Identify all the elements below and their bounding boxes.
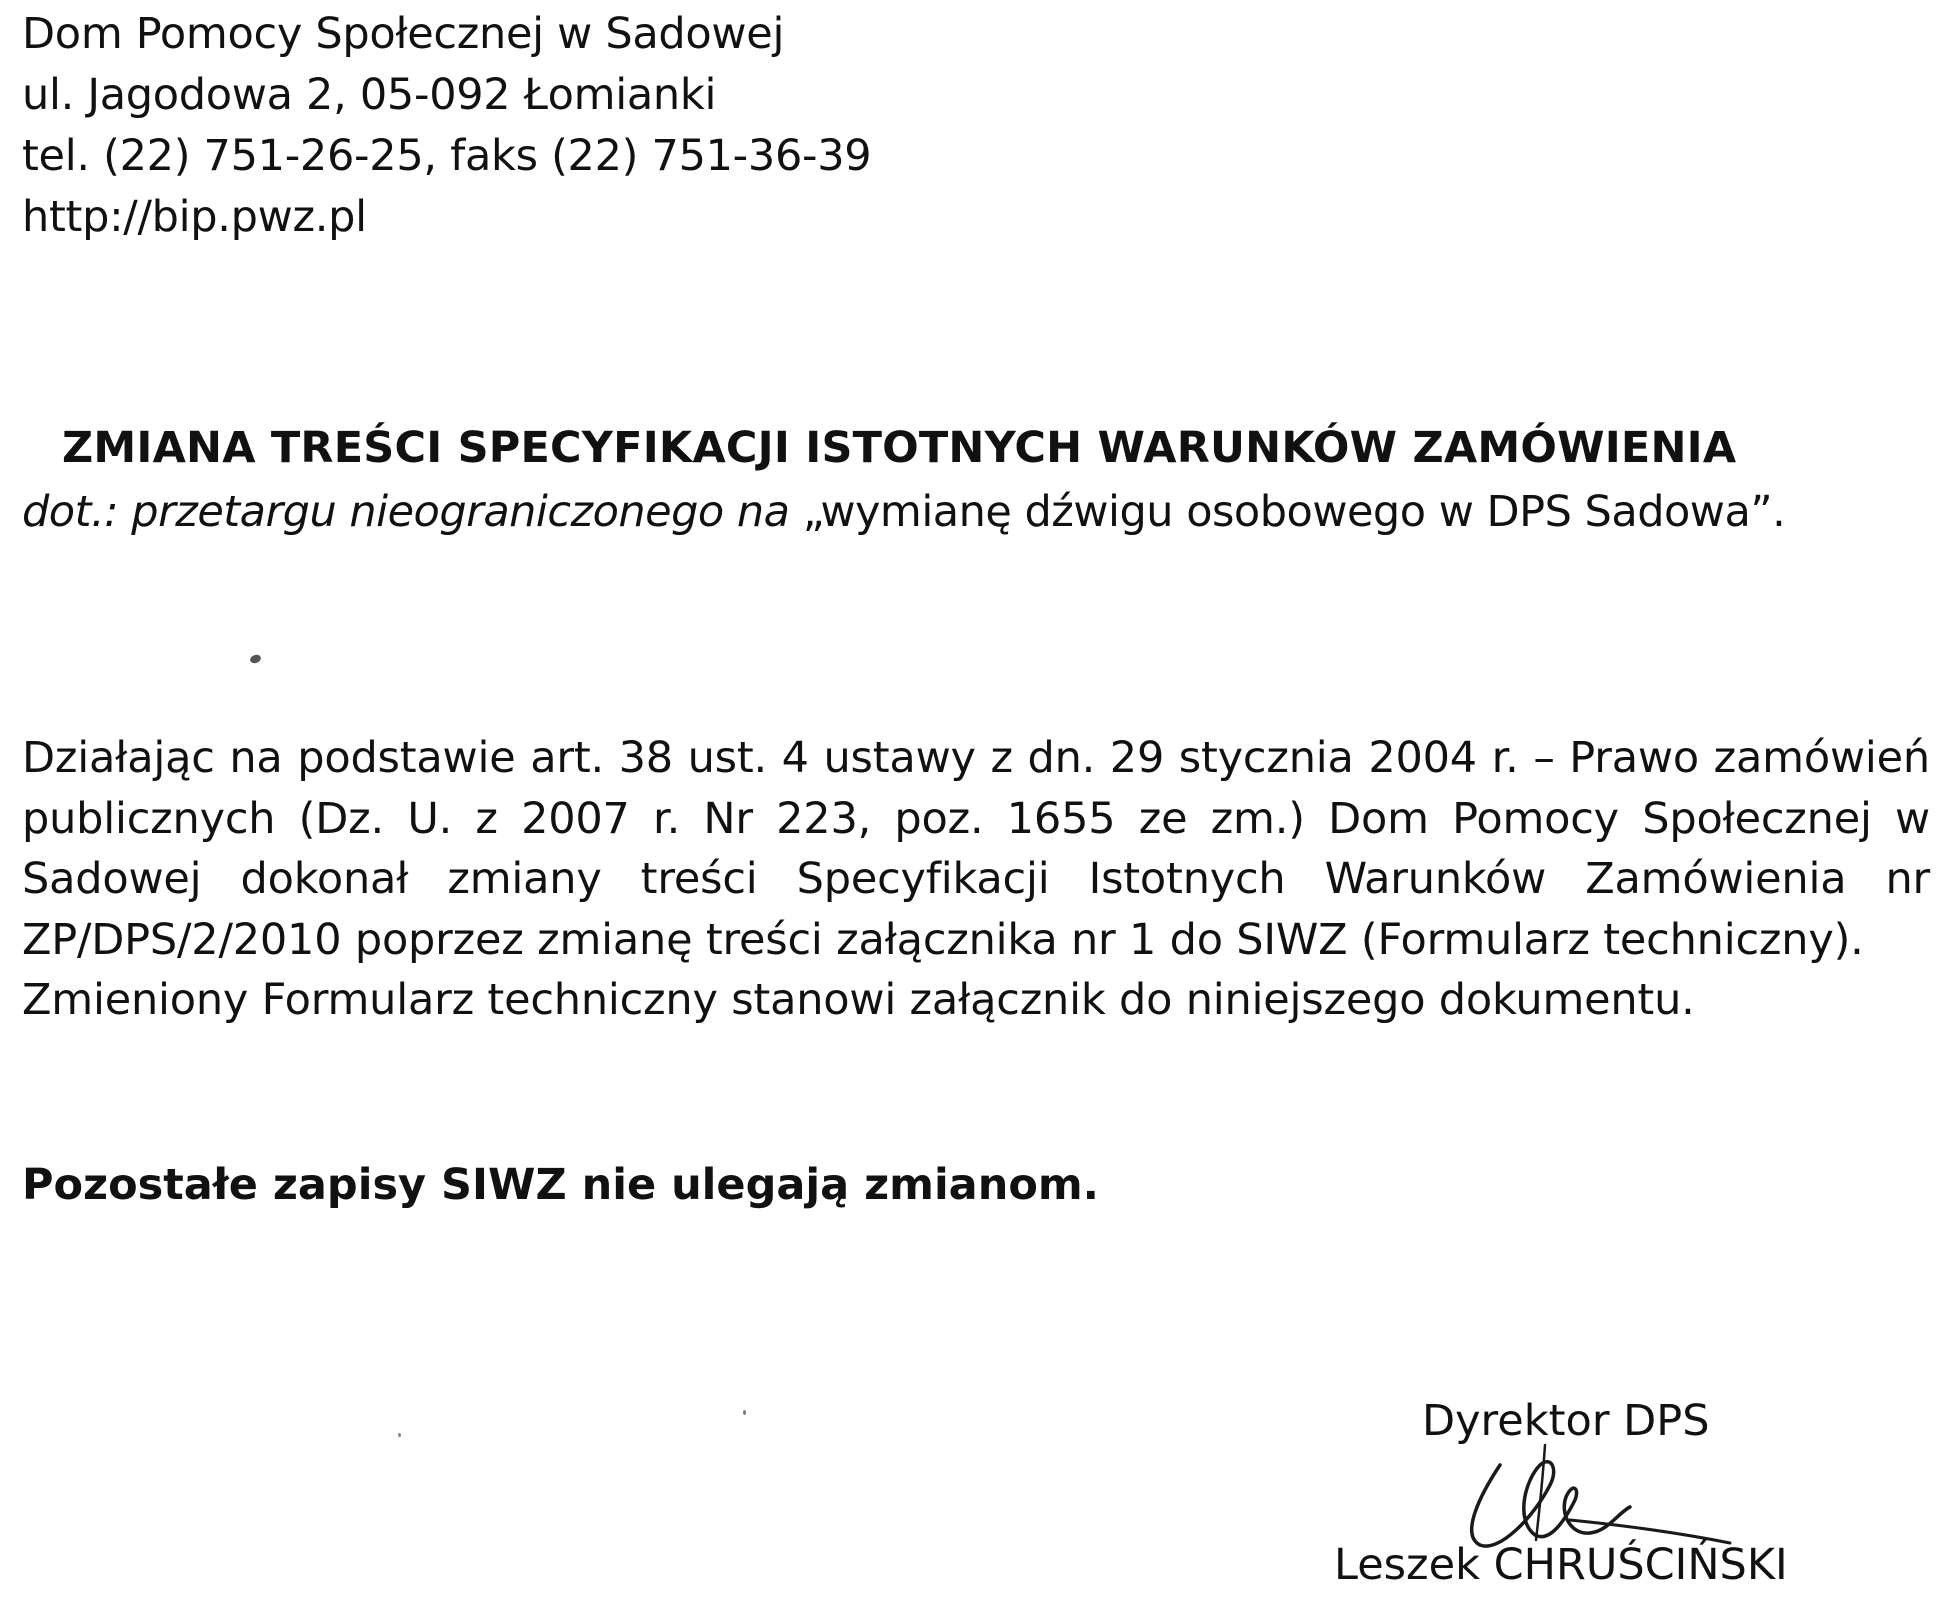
document-subtitle — [22, 482, 1785, 542]
scan-speck — [398, 1433, 401, 1437]
body-paragraph-main: Działając na podstawie art. 38 ust. 4 ustawy z dn. 29 stycznia 2004 r. – Prawo zamówień publicznych (Dz. U. z 2007 r. Nr 223, poz. 1655 ze zm.) Dom Pomocy Społecznej w Sadowej dokonał zmiany treści Specyfikacji Istotnych Warunków Zamówienia nr ZP/DPS/2/2010 poprzez zmianę treści załącznika nr 1 do SIWZ (Formularz techniczny). — [22, 733, 1930, 965]
scan-speck — [743, 1410, 746, 1415]
document-title: ZMIANA TREŚCI SPECYFIKACJI ISTOTNYCH WARUNKÓW ZAMÓWIENIA — [62, 423, 1737, 473]
body-paragraph-attachment: Zmieniony Formularz techniczny stanowi załącznik do niniejszego dokumentu. — [22, 975, 1695, 1025]
sender-phone-fax: tel. (22) 751-26-25, faks (22) 751-36-39 — [22, 131, 872, 181]
signer-role: Dyrektor DPS — [1422, 1396, 1710, 1446]
sender-name: Dom Pomocy Społecznej w Sadowej — [22, 9, 785, 59]
subtitle-subject: „wymianę dźwigu osobowego w DPS Sadowa”. — [802, 487, 1786, 537]
sender-website: http://bip.pwz.pl — [22, 192, 367, 242]
document-body — [22, 728, 1930, 1031]
sender-address-block — [22, 4, 871, 248]
final-note: Pozostałe zapisy SIWZ nie ulegają zmianom. — [22, 1160, 1099, 1210]
signer-name: Leszek CHRUŚCIŃSKI — [1334, 1540, 1788, 1590]
sender-street: ul. Jagodowa 2, 05-092 Łomianki — [22, 70, 717, 120]
scan-speck — [249, 653, 262, 664]
subtitle-prefix: dot.: przetargu nieograniczonego na — [22, 487, 790, 537]
